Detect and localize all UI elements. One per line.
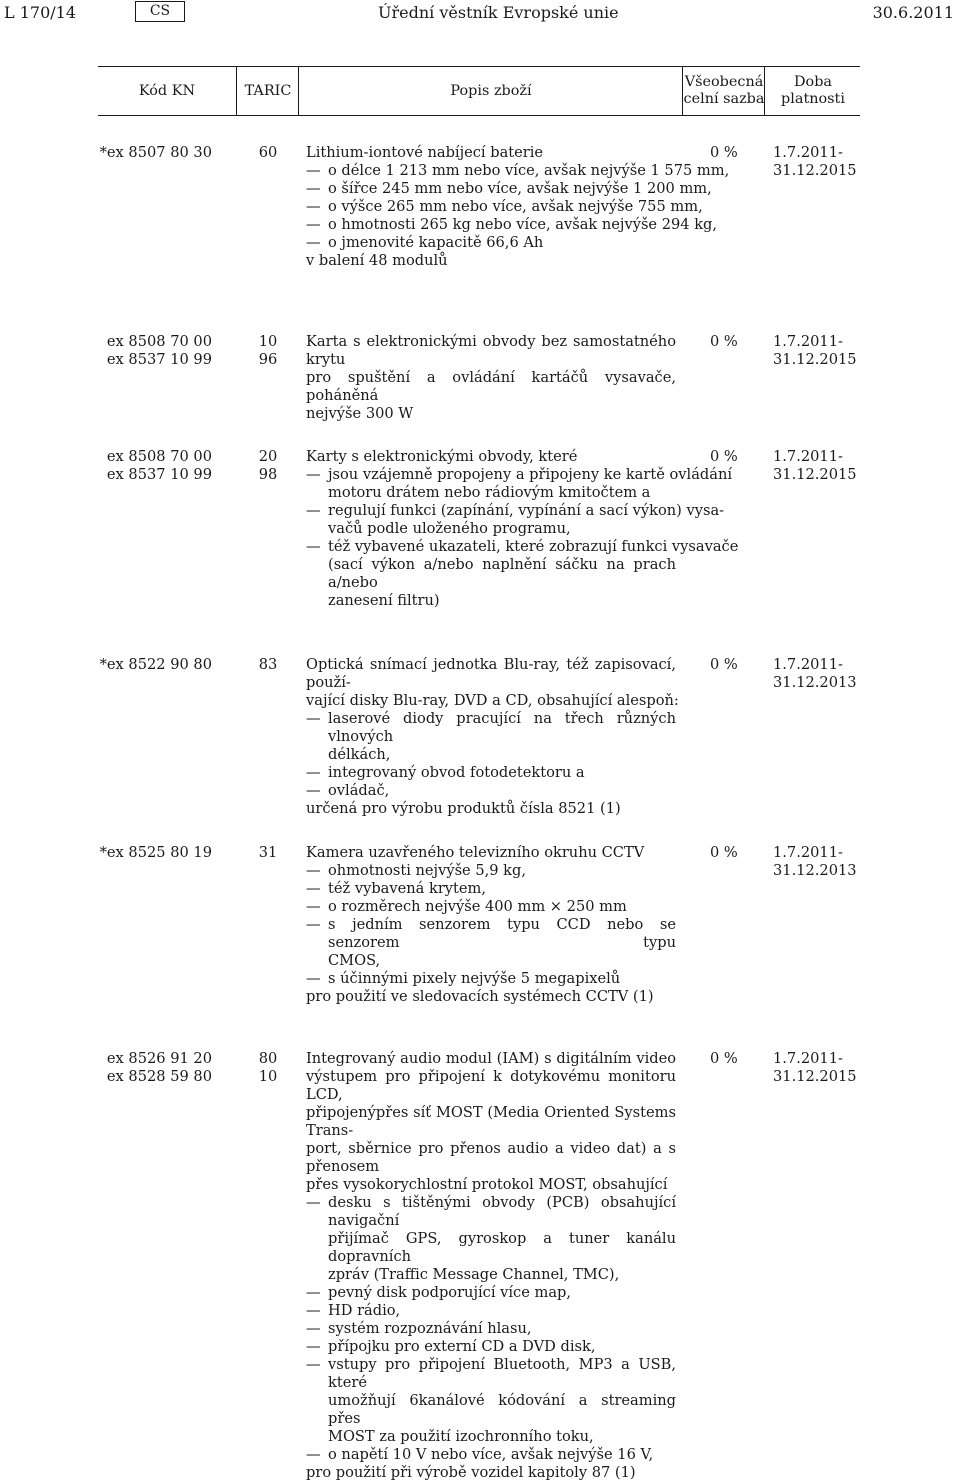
duty-rate: 0 % xyxy=(710,656,738,673)
kn-code: *ex 8525 80 19 xyxy=(99,844,212,861)
description-text: pro spuštění a ovládání kartáčů vysavače, poháněná xyxy=(306,369,676,404)
description-bullet xyxy=(306,1284,676,1302)
taric-cell xyxy=(253,144,283,162)
validity-date: 31.12.2015 xyxy=(773,351,857,368)
page-number: L 170/14 xyxy=(4,3,76,22)
dash-mark: — xyxy=(306,1194,321,1211)
description-line xyxy=(306,592,676,610)
taric-code: 10 xyxy=(258,333,278,350)
kn-code-cell xyxy=(107,333,212,369)
dash-mark: — xyxy=(306,1446,321,1463)
dash-mark: — xyxy=(306,502,321,519)
description-text: MOST za použití izochronního toku, xyxy=(328,1428,594,1445)
description-text: o výšce 265 mm nebo více, avšak nejvýše 755 mm, xyxy=(328,198,703,215)
description-bullet xyxy=(306,970,676,988)
description-text: integrovaný obvod fotodetektoru a xyxy=(328,764,585,781)
dash-mark: — xyxy=(306,862,321,879)
description-text: umožňují 6kanálové kódování a streaming přes xyxy=(328,1392,676,1427)
validity-date: 31.12.2015 xyxy=(773,1068,857,1085)
description-text: motoru drátem nebo rádiovým kmitočtem a xyxy=(328,484,651,501)
description-bullet xyxy=(306,466,733,484)
description-cell xyxy=(306,144,730,270)
description-bullet xyxy=(306,180,712,198)
description-text: délkách, xyxy=(328,746,391,763)
validity-cell xyxy=(773,144,857,180)
description-bullet xyxy=(306,198,703,216)
kn-code: ex 8537 10 99 xyxy=(106,351,212,368)
description-text: o šířce 245 mm nebo více, avšak nejvýše 1 200 mm, xyxy=(328,180,712,197)
dash-mark: — xyxy=(306,234,321,251)
description-line xyxy=(306,1176,676,1194)
description-text: desku s tištěnými obvody (PCB) obsahující navigační xyxy=(328,1194,676,1229)
duty-rate: 0 % xyxy=(710,1050,738,1067)
description-bullet xyxy=(306,538,739,556)
description-text: též vybavené ukazateli, které zobrazují funkci vysavače xyxy=(328,538,739,555)
description-line xyxy=(306,333,676,369)
taric-code: 31 xyxy=(258,844,278,861)
description-text: o napětí 10 V nebo více, avšak nejvýše 16 V, xyxy=(328,1446,654,1463)
kn-code: ex 8528 59 80 xyxy=(106,1068,212,1085)
taric-cell xyxy=(253,333,283,369)
description-line xyxy=(306,800,676,818)
description-bullet xyxy=(306,162,730,180)
description-line xyxy=(306,1464,676,1482)
taric-code: 20 xyxy=(258,448,278,465)
description-cell xyxy=(306,656,679,818)
validity-date: 1.7.2011- xyxy=(773,1050,843,1067)
description-text: HD rádio, xyxy=(328,1302,401,1319)
description-bullet xyxy=(306,216,718,234)
dash-mark: — xyxy=(306,216,321,233)
dash-mark: — xyxy=(306,898,321,915)
description-text: laserové diody pracující na třech různých vlnových xyxy=(328,710,676,745)
description-line xyxy=(306,1428,676,1446)
dash-mark: — xyxy=(306,538,321,555)
description-bullet xyxy=(306,1356,676,1392)
description-line xyxy=(306,484,676,502)
column-duty-rate: Všeobecná celní sazba xyxy=(682,67,765,115)
description-line xyxy=(306,1266,676,1284)
description-line xyxy=(306,144,676,162)
description-text: zpráv (Traffic Message Channel, TMC), xyxy=(328,1266,620,1283)
dash-mark: — xyxy=(306,162,321,179)
description-text: o jmenovité kapacitě 66,6 Ah xyxy=(328,234,544,251)
dash-mark: — xyxy=(306,180,321,197)
description-bullet xyxy=(306,234,676,252)
validity-date: 31.12.2015 xyxy=(773,162,857,179)
description-text: o hmotnosti 265 kg nebo více, avšak nejvýše 294 kg, xyxy=(328,216,718,233)
description-text: s jedním senzorem typu CCD nebo se senzorem typu xyxy=(328,916,676,951)
description-text: Optická snímací jednotka Blu-ray, též zapisovací, použí- xyxy=(306,656,676,691)
column-kn: Kód KN xyxy=(138,82,196,99)
validity-date: 1.7.2011- xyxy=(773,144,843,161)
description-text: přípojku pro externí CD a DVD disk, xyxy=(328,1338,596,1355)
taric-code: 96 xyxy=(258,351,278,368)
kn-code-cell xyxy=(100,656,212,674)
validity-date: 1.7.2011- xyxy=(773,844,843,861)
duty-rate: 0 % xyxy=(710,844,738,861)
description-text: nejvýše 300 W xyxy=(306,405,414,422)
description-bullet xyxy=(306,898,676,916)
duty-rate: 0 % xyxy=(710,333,738,350)
taric-code: 10 xyxy=(258,1068,278,1085)
dash-mark: — xyxy=(306,466,321,483)
kn-code: ex 8537 10 99 xyxy=(106,466,212,483)
description-bullet xyxy=(306,916,676,952)
validity-date: 1.7.2011- xyxy=(773,333,843,350)
dash-mark: — xyxy=(306,1320,321,1337)
duty-rate: 0 % xyxy=(710,448,738,465)
description-line xyxy=(306,556,676,592)
description-text: zanesení filtru) xyxy=(328,592,440,609)
description-text: ohmotnosti nejvýše 5,9 kg, xyxy=(328,862,527,879)
journal-title: Úřední věstník Evropské unie xyxy=(378,3,619,22)
validity-cell xyxy=(773,333,857,369)
description-line xyxy=(306,656,676,692)
dash-mark: — xyxy=(306,880,321,897)
description-line xyxy=(306,369,676,405)
description-line xyxy=(306,1392,676,1428)
dash-mark: — xyxy=(306,1284,321,1301)
description-text: o rozměrech nejvýše 400 mm × 250 mm xyxy=(328,898,627,915)
dash-mark: — xyxy=(306,916,321,933)
taric-code: 83 xyxy=(258,656,278,673)
description-text: Kamera uzavřeného televizního okruhu CCTV xyxy=(306,844,645,861)
description-bullet xyxy=(306,502,725,520)
description-line xyxy=(306,1068,676,1104)
description-text: přes vysokorychlostní protokol MOST, obsahující xyxy=(306,1176,668,1193)
publication-date: 30.6.2011 xyxy=(872,3,954,22)
language-code: CS xyxy=(135,1,185,22)
description-text: určená pro výrobu produktů čísla 8521 (1) xyxy=(306,800,621,817)
taric-cell xyxy=(253,844,283,862)
description-line xyxy=(306,1050,676,1068)
description-text: připojenýpřes síť MOST (Media Oriented Systems Trans- xyxy=(306,1104,676,1139)
dash-mark: — xyxy=(306,764,321,781)
description-text: s účinnými pixely nejvýše 5 megapixelů xyxy=(328,970,621,987)
validity-cell xyxy=(773,448,857,484)
dash-mark: — xyxy=(306,782,321,799)
taric-code: 60 xyxy=(258,144,278,161)
kn-code: *ex 8507 80 30 xyxy=(99,144,212,161)
description-text: pro použití ve sledovacích systémech CCTV (1) xyxy=(306,988,654,1005)
description-line xyxy=(306,252,676,270)
description-line xyxy=(306,844,676,862)
description-text: ovládač, xyxy=(328,782,390,799)
description-text: regulují funkci (zapínání, vypínání a sací výkon) vysa- xyxy=(328,502,725,519)
kn-code-cell xyxy=(100,844,212,862)
validity-date: 31.12.2013 xyxy=(773,674,857,691)
description-cell xyxy=(306,448,739,610)
description-text: pevný disk podporující více map, xyxy=(328,1284,572,1301)
kn-code: *ex 8522 90 80 xyxy=(99,656,212,673)
description-text: systém rozpoznávání hlasu, xyxy=(328,1320,532,1337)
description-text: pro použití při výrobě vozidel kapitoly 87 (1) xyxy=(306,1464,636,1481)
description-line xyxy=(306,1230,676,1266)
taric-code: 80 xyxy=(258,1050,278,1067)
kn-code-cell xyxy=(107,448,212,484)
validity-date: 1.7.2011- xyxy=(773,448,843,465)
validity-date: 31.12.2013 xyxy=(773,862,857,879)
dash-mark: — xyxy=(306,198,321,215)
dash-mark: — xyxy=(306,1338,321,1355)
description-bullet xyxy=(306,880,676,898)
validity-cell xyxy=(773,656,857,692)
taric-code: 98 xyxy=(258,466,278,483)
description-line xyxy=(306,952,676,970)
description-bullet xyxy=(306,710,676,746)
taric-cell xyxy=(253,656,283,674)
description-text: též vybavená krytem, xyxy=(328,880,487,897)
dash-mark: — xyxy=(306,710,321,727)
kn-code: ex 8526 91 20 xyxy=(106,1050,212,1067)
validity-date: 31.12.2015 xyxy=(773,466,857,483)
description-bullet xyxy=(306,862,676,880)
description-line xyxy=(306,692,679,710)
description-text: v balení 48 modulů xyxy=(306,252,448,269)
description-text: o délce 1 213 mm nebo více, avšak nejvýše 1 575 mm, xyxy=(328,162,730,179)
description-bullet xyxy=(306,1446,676,1464)
description-text: jsou vzájemně propojeny a připojeny ke kartě ovládání xyxy=(328,466,733,483)
description-line xyxy=(306,988,676,1006)
description-bullet xyxy=(306,1194,676,1230)
description-text: Karta s elektronickými obvody bez samostatného krytu xyxy=(306,333,676,368)
description-line xyxy=(306,1104,676,1140)
description-text: Integrovaný audio modul (IAM) s digitálním video xyxy=(306,1050,676,1067)
description-text: vající disky Blu-ray, DVD a CD, obsahující alespoň: xyxy=(306,692,679,709)
validity-date: 1.7.2011- xyxy=(773,656,843,673)
description-text: přijímač GPS, gyroskop a tuner kanálu dopravních xyxy=(328,1230,676,1265)
column-taric: TARIC xyxy=(236,67,299,115)
taric-cell xyxy=(253,448,283,484)
description-cell xyxy=(306,844,676,1006)
kn-code: ex 8508 70 00 xyxy=(106,448,212,465)
duty-rate: 0 % xyxy=(710,144,738,161)
kn-code: ex 8508 70 00 xyxy=(106,333,212,350)
description-cell xyxy=(306,1050,676,1482)
dash-mark: — xyxy=(306,970,321,987)
description-text: port, sběrnice pro přenos audio a video dat) a s přenosem xyxy=(306,1140,676,1175)
description-line xyxy=(306,746,676,764)
description-bullet xyxy=(306,782,676,800)
description-text: (sací výkon a/nebo naplnění sáčku na prach a/nebo xyxy=(328,556,676,591)
description-bullet xyxy=(306,1320,676,1338)
page-header xyxy=(0,4,960,26)
description-bullet xyxy=(306,1338,676,1356)
column-validity: Doba platnosti xyxy=(764,67,861,115)
kn-code-cell xyxy=(100,144,212,162)
description-text: vačů podle uloženého programu, xyxy=(328,520,571,537)
taric-cell xyxy=(253,1050,283,1086)
description-line xyxy=(306,405,676,423)
description-line xyxy=(306,520,676,538)
validity-cell xyxy=(773,844,857,880)
table-header xyxy=(98,66,860,116)
description-line xyxy=(306,1140,676,1176)
description-text: CMOS, xyxy=(328,952,381,969)
description-text: Lithium-iontové nabíjecí baterie xyxy=(306,144,544,161)
column-description: Popis zboží xyxy=(298,67,683,115)
description-line xyxy=(306,448,676,466)
description-text: Karty s elektronickými obvody, které xyxy=(306,448,578,465)
description-text: výstupem pro připojení k dotykovému monitoru LCD, xyxy=(306,1068,676,1103)
kn-code-cell xyxy=(107,1050,212,1086)
description-bullet xyxy=(306,1302,676,1320)
description-text: vstupy pro připojení Bluetooth, MP3 a USB, které xyxy=(328,1356,676,1391)
description-bullet xyxy=(306,764,676,782)
dash-mark: — xyxy=(306,1356,321,1373)
description-cell xyxy=(306,333,676,423)
validity-cell xyxy=(773,1050,857,1086)
dash-mark: — xyxy=(306,1302,321,1319)
